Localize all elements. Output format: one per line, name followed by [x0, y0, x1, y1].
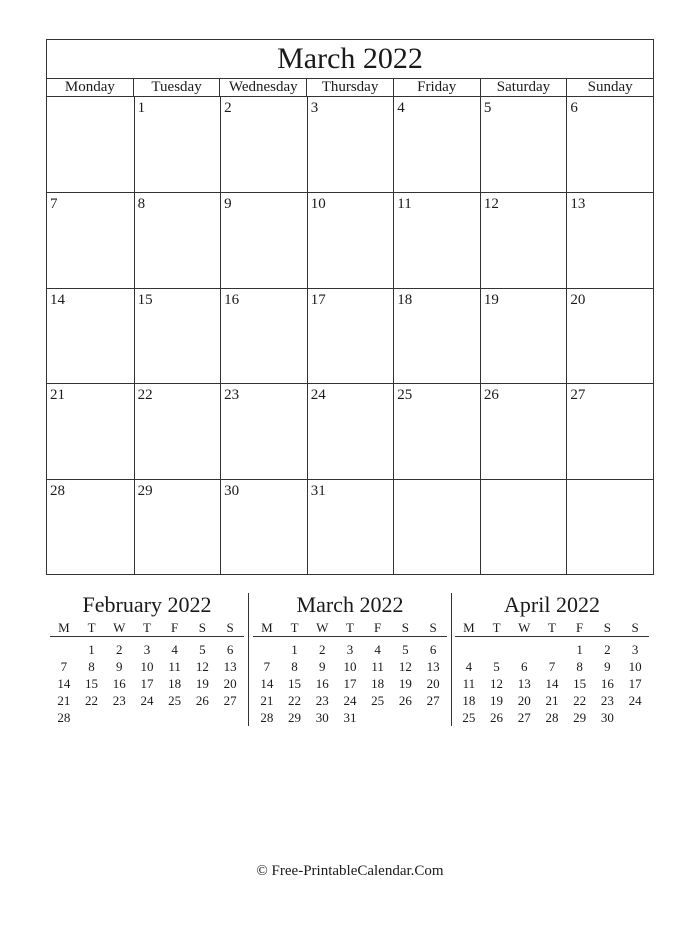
- mini-day-cell: 21: [57, 692, 71, 708]
- day-cell: 29: [134, 479, 221, 574]
- mini-weekday-header: T: [538, 619, 566, 637]
- day-cell: 15: [134, 288, 221, 383]
- day-cell: 18: [393, 288, 480, 383]
- mini-day-cell: 20: [517, 692, 531, 708]
- day-cell: 11: [393, 192, 480, 287]
- day-cell: 23: [220, 383, 307, 478]
- mini-day-cell: 15: [573, 675, 587, 691]
- day-cell: 6: [566, 97, 653, 192]
- mini-day-cell: [78, 709, 106, 726]
- day-cell: 2: [220, 97, 307, 192]
- day-cell: 16: [220, 288, 307, 383]
- mini-calendar-april: [455, 592, 649, 726]
- mini-weekday-header: F: [161, 619, 189, 637]
- mini-day-cell: 10: [628, 658, 642, 674]
- day-cell: 5: [480, 97, 567, 192]
- mini-day-cell: 27: [426, 692, 440, 708]
- mini-calendar-table: [50, 619, 244, 726]
- day-cell: 4: [393, 97, 480, 192]
- mini-day-cell: 14: [545, 675, 559, 691]
- mini-day-cell: 22: [288, 692, 302, 708]
- weekday-header: Sunday: [566, 79, 653, 96]
- mini-day-cell: 3: [346, 641, 354, 657]
- mini-day-cell: 6: [521, 658, 528, 674]
- mini-day-cell: 19: [195, 675, 209, 691]
- mini-day-cell: 27: [223, 692, 237, 708]
- mini-day-cell: 22: [573, 692, 587, 708]
- day-cell: [47, 97, 134, 192]
- mini-day-cell: 15: [288, 675, 302, 691]
- divider: [451, 593, 452, 726]
- day-cell: 20: [566, 288, 653, 383]
- mini-calendar-march: [253, 592, 447, 726]
- mini-day-cell: 12: [195, 658, 209, 674]
- mini-day-cell: 2: [604, 641, 611, 657]
- mini-day-cell: 28: [545, 709, 559, 725]
- mini-weekday-header: S: [594, 619, 622, 637]
- day-cell: 28: [47, 479, 134, 574]
- day-cell: 17: [307, 288, 394, 383]
- mini-day-cell: 2: [116, 641, 123, 657]
- mini-weekday-header: W: [510, 619, 538, 637]
- mini-day-cell: 9: [319, 658, 326, 674]
- mini-day-cell: [133, 709, 161, 726]
- divider: [248, 593, 249, 726]
- mini-calendar-title: April 2022: [504, 592, 600, 617]
- day-cell: 26: [480, 383, 567, 478]
- day-cell: 30: [220, 479, 307, 574]
- mini-day-cell: [455, 641, 483, 658]
- mini-day-cell: 17: [343, 675, 357, 691]
- mini-weekday-header: M: [253, 619, 281, 637]
- mini-day-cell: 5: [402, 641, 409, 657]
- mini-day-cell: 1: [291, 641, 298, 657]
- day-cell: 10: [307, 192, 394, 287]
- weekday-header: Thursday: [306, 79, 393, 96]
- mini-day-cell: 31: [343, 709, 357, 725]
- mini-weekday-header: T: [133, 619, 161, 637]
- day-cell: 19: [480, 288, 567, 383]
- mini-day-cell: 29: [573, 709, 587, 725]
- mini-weekday-header: S: [392, 619, 420, 637]
- mini-day-cell: 13: [223, 658, 237, 674]
- mini-day-cell: 23: [315, 692, 329, 708]
- mini-day-cell: 6: [429, 641, 437, 657]
- mini-day-cell: 11: [168, 658, 181, 674]
- mini-day-cell: 10: [140, 658, 154, 674]
- mini-day-cell: 19: [490, 692, 504, 708]
- mini-day-cell: 14: [260, 675, 274, 691]
- mini-day-cell: 23: [112, 692, 126, 708]
- mini-day-cell: 7: [548, 658, 556, 674]
- weekday-header: Saturday: [480, 79, 567, 96]
- mini-day-cell: 16: [112, 675, 126, 691]
- mini-day-cell: 24: [628, 692, 642, 708]
- mini-day-cell: 12: [398, 658, 412, 674]
- mini-day-cell: 12: [490, 675, 504, 691]
- footer-copyright[interactable]: © Free-PrintableCalendar.Com: [256, 863, 444, 879]
- mini-day-cell: 15: [85, 675, 99, 691]
- mini-day-cell: 16: [600, 675, 614, 691]
- mini-calendar-title: February 2022: [82, 592, 212, 617]
- mini-calendar-february: [50, 592, 244, 726]
- mini-day-cell: [216, 709, 244, 726]
- day-cell: 31: [307, 479, 394, 574]
- mini-day-cell: 1: [88, 641, 95, 657]
- mini-day-cell: 18: [371, 675, 385, 691]
- mini-calendar-table: [455, 619, 649, 726]
- mini-weekday-header: M: [455, 619, 483, 637]
- mini-weekday-header: F: [566, 619, 594, 637]
- day-cell: 24: [307, 383, 394, 478]
- day-cell: 1: [134, 97, 221, 192]
- mini-day-cell: 7: [60, 658, 68, 674]
- mini-day-cell: 9: [604, 658, 611, 674]
- mini-day-cell: [161, 709, 189, 726]
- mini-day-cell: 17: [628, 675, 642, 691]
- mini-day-cell: 16: [315, 675, 329, 691]
- day-cell: 22: [134, 383, 221, 478]
- mini-day-cell: 8: [88, 658, 95, 674]
- mini-day-cell: 17: [140, 675, 154, 691]
- mini-day-cell: 30: [600, 709, 614, 725]
- mini-day-cell: 21: [545, 692, 559, 708]
- mini-day-cell: [364, 709, 392, 726]
- day-cell: 9: [220, 192, 307, 287]
- mini-day-cell: [510, 641, 538, 658]
- mini-weekday-header: S: [216, 619, 244, 637]
- mini-weekday-header: S: [189, 619, 217, 637]
- mini-day-cell: 22: [85, 692, 99, 708]
- mini-day-cell: 27: [517, 709, 531, 725]
- mini-weekday-header: W: [105, 619, 133, 637]
- mini-day-cell: 8: [576, 658, 583, 674]
- day-cell: 12: [480, 192, 567, 287]
- mini-calendar-title: March 2022: [296, 592, 404, 617]
- mini-day-cell: 28: [57, 709, 71, 725]
- mini-day-cell: 3: [143, 641, 151, 657]
- day-cell: 7: [47, 192, 134, 287]
- mini-day-cell: [50, 641, 78, 658]
- mini-day-cell: 13: [426, 658, 440, 674]
- mini-weekday-header: T: [483, 619, 511, 637]
- mini-day-cell: 4: [374, 641, 381, 657]
- mini-day-cell: [538, 641, 566, 658]
- day-cell: 14: [47, 288, 134, 383]
- mini-day-cell: [621, 709, 649, 726]
- day-cell: 8: [134, 192, 221, 287]
- day-cell: [393, 479, 480, 574]
- mini-weekday-header: M: [50, 619, 78, 637]
- mini-day-cell: [105, 709, 133, 726]
- day-cell: [566, 479, 653, 574]
- main-calendar: [46, 39, 654, 575]
- mini-day-cell: [483, 641, 511, 658]
- mini-day-cell: 3: [631, 641, 639, 657]
- mini-day-cell: 9: [116, 658, 123, 674]
- mini-day-cell: 26: [195, 692, 209, 708]
- mini-day-cell: [392, 709, 420, 726]
- mini-day-cell: 1: [576, 641, 583, 657]
- mini-day-cell: [253, 641, 281, 658]
- mini-day-cell: 29: [288, 709, 302, 725]
- mini-day-cell: 18: [462, 692, 476, 708]
- mini-day-cell: 20: [426, 675, 440, 691]
- day-cell: 27: [566, 383, 653, 478]
- day-grid: [47, 97, 653, 574]
- weekday-header: Tuesday: [133, 79, 220, 96]
- mini-day-cell: 6: [226, 641, 234, 657]
- mini-day-cell: [419, 709, 447, 726]
- calendar-title: March 2022: [47, 40, 653, 79]
- mini-day-cell: 25: [371, 692, 385, 708]
- mini-day-cell: 11: [462, 675, 476, 691]
- mini-day-cell: 2: [319, 641, 326, 657]
- mini-day-cell: 25: [168, 692, 182, 708]
- mini-weekday-header: T: [78, 619, 106, 637]
- mini-day-cell: 20: [223, 675, 237, 691]
- mini-day-cell: 5: [493, 658, 500, 674]
- mini-day-cell: 24: [343, 692, 357, 708]
- mini-day-cell: 4: [171, 641, 178, 657]
- mini-day-cell: 26: [490, 709, 504, 725]
- mini-day-cell: 28: [260, 709, 274, 725]
- mini-weekday-header: S: [621, 619, 649, 637]
- weekday-header: Wednesday: [219, 79, 306, 96]
- day-cell: 21: [47, 383, 134, 478]
- day-cell: 13: [566, 192, 653, 287]
- mini-day-cell: 14: [57, 675, 71, 691]
- mini-day-cell: 5: [199, 641, 206, 657]
- mini-weekday-header: W: [308, 619, 336, 637]
- weekday-header: Monday: [64, 79, 115, 95]
- weekday-header-row: [47, 79, 653, 97]
- mini-day-cell: 10: [343, 658, 357, 674]
- mini-weekday-header: T: [281, 619, 309, 637]
- mini-day-cell: 21: [260, 692, 274, 708]
- mini-day-cell: 7: [263, 658, 271, 674]
- mini-day-cell: 30: [315, 709, 329, 725]
- mini-day-cell: 19: [398, 675, 412, 691]
- mini-day-cell: 18: [168, 675, 182, 691]
- mini-day-cell: 11: [371, 658, 384, 674]
- mini-day-cell: 4: [465, 658, 473, 674]
- mini-day-cell: 25: [462, 709, 476, 725]
- day-cell: [480, 479, 567, 574]
- mini-weekday-header: F: [364, 619, 392, 637]
- mini-calendar-table: [253, 619, 447, 726]
- mini-weekday-header: T: [336, 619, 364, 637]
- mini-weekday-header: S: [419, 619, 447, 637]
- weekday-header: Friday: [393, 79, 480, 96]
- mini-day-cell: [189, 709, 217, 726]
- mini-day-cell: 13: [517, 675, 531, 691]
- day-cell: 3: [307, 97, 394, 192]
- day-cell: 25: [393, 383, 480, 478]
- mini-day-cell: 23: [600, 692, 614, 708]
- mini-day-cell: 26: [398, 692, 412, 708]
- mini-day-cell: 8: [291, 658, 298, 674]
- mini-day-cell: 24: [140, 692, 154, 708]
